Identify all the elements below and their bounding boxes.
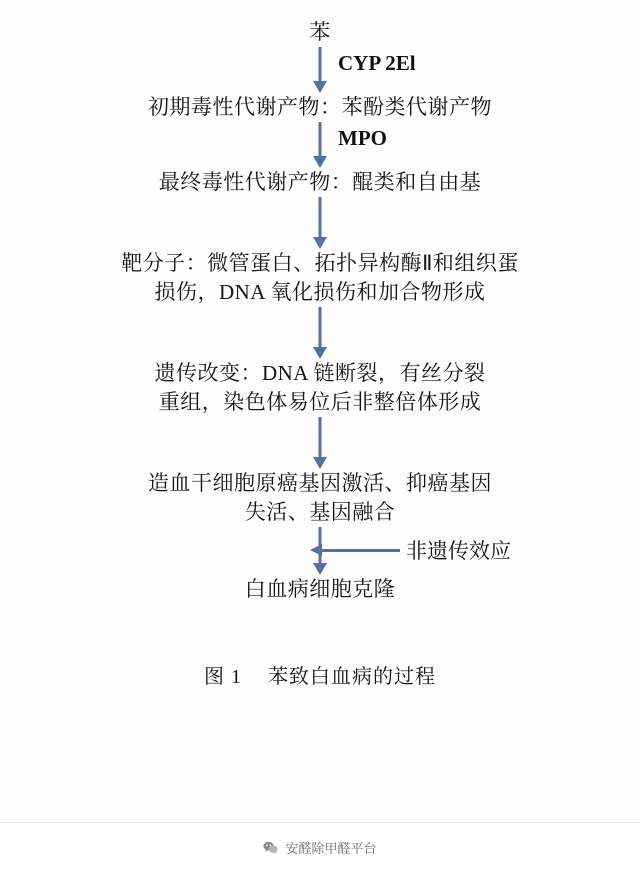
node-final-metabolites <box>0 168 640 197</box>
arrow-mpo <box>0 122 640 168</box>
node-target-molecules <box>0 249 640 307</box>
node-genetic-changes-line-1: 遗传改变：DNA 链断裂，有丝分裂 <box>154 360 486 385</box>
node-leukemia-clone <box>0 575 640 604</box>
node-target-molecules-line-2: 损伤，DNA 氧化损伤和加合物形成 <box>154 279 486 304</box>
node-primary-metabolites <box>0 93 640 122</box>
arrow-to-oncogene-activation <box>0 417 640 469</box>
node-target-molecules-line-1: 靶分子：微管蛋白、拓扑异构酶Ⅱ和组织蛋 <box>121 250 519 275</box>
node-final-metabolites-line-1: 最终毒性代谢产物：醌类和自由基 <box>158 169 482 194</box>
node-benzene <box>0 18 640 47</box>
down-arrow-icon <box>312 122 328 168</box>
node-oncogene-activation-line-1: 造血干细胞原癌基因激活、抑癌基因 <box>148 470 492 495</box>
node-oncogene-activation-line-2: 失活、基因融合 <box>244 499 396 524</box>
node-oncogene-activation <box>0 469 640 527</box>
down-arrow-icon <box>312 197 328 249</box>
arrow-cyp2e1 <box>0 47 640 93</box>
node-genetic-changes <box>0 359 640 417</box>
figure-number: 图 1 <box>204 665 242 688</box>
side-label-nongenetic-effect: 非遗传效应 <box>406 538 511 563</box>
node-leukemia-clone-line-1: 白血病细胞克隆 <box>244 576 396 601</box>
arrow-row-nongenetic <box>0 527 640 575</box>
figure-title: 苯致白血病的过程 <box>268 665 436 688</box>
watermark[interactable] <box>263 838 376 857</box>
arrow-label-mpo: MPO <box>338 125 387 150</box>
down-arrow-icon <box>312 47 328 93</box>
down-arrow-icon <box>312 307 328 359</box>
figure-caption <box>0 660 640 689</box>
watermark-label: 安醛除甲醛平台 <box>285 840 377 856</box>
down-arrow-icon <box>312 417 328 469</box>
wechat-icon <box>263 841 278 854</box>
node-primary-metabolites-line-1: 初期毒性代谢产物：苯酚类代谢产物 <box>148 94 492 119</box>
node-benzene-line-1: 苯 <box>309 20 331 44</box>
arrow-to-target-molecules <box>0 197 640 249</box>
arrow-to-genetic-changes <box>0 307 640 359</box>
footer-watermark-bar <box>0 822 640 871</box>
node-genetic-changes-line-2: 重组，染色体易位后非整倍体形成 <box>158 389 482 414</box>
arrow-label-cyp2e1: CYP 2El <box>338 50 416 75</box>
left-arrow-icon <box>322 549 400 552</box>
